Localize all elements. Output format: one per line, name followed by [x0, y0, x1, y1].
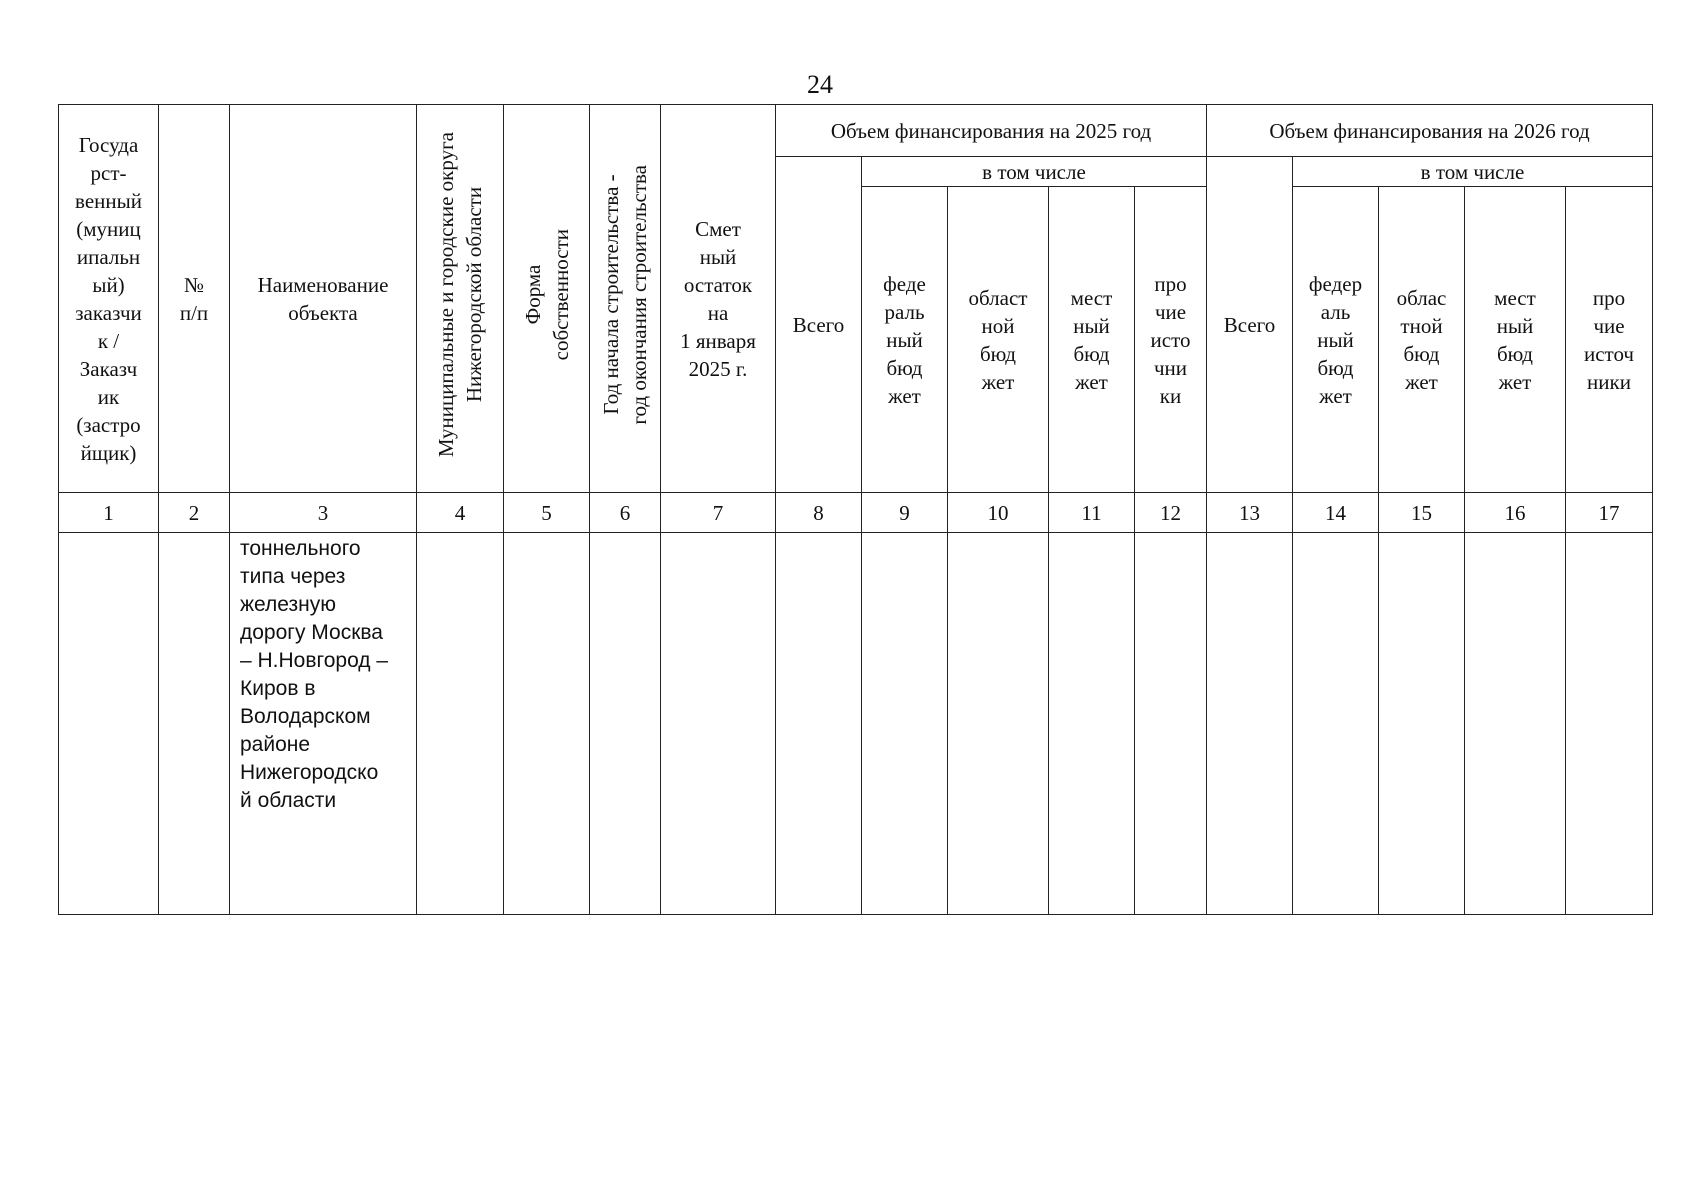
cell-federal-2026: [1293, 533, 1379, 915]
cell-total-2025: [776, 533, 862, 915]
cell-local-2025: [1049, 533, 1135, 915]
table-row: [59, 533, 1653, 915]
header-total-2025: Всего: [776, 157, 862, 493]
column-number-row: [59, 493, 1653, 533]
column-number: 6: [590, 493, 661, 533]
cell-object-name: тоннельного типа через железную дорогу Москва – Н.Новгород – Киров в Володарском районе Нижегородско й области: [230, 533, 417, 915]
header-including-2026: в том числе: [1293, 157, 1653, 187]
column-number: 9: [862, 493, 948, 533]
header-including-2025: в том числе: [862, 157, 1207, 187]
header-local-2025: мест ный бюд жет: [1049, 187, 1135, 493]
header-number: № п/п: [159, 105, 230, 493]
column-number: 12: [1135, 493, 1207, 533]
header-local-2026: мест ный бюд жет: [1465, 187, 1566, 493]
cell-other-2026: [1566, 533, 1653, 915]
column-number: 17: [1566, 493, 1653, 533]
header-other-2026: про чие источ ники: [1566, 187, 1653, 493]
cell-regional-2026: [1379, 533, 1465, 915]
header-estimated-remainder: Смет ный остаток на 1 января 2025 г.: [661, 105, 776, 493]
column-number: 1: [59, 493, 159, 533]
header-regional-2026: облас тной бюд жет: [1379, 187, 1465, 493]
column-number: 4: [417, 493, 504, 533]
cell-ownership: [504, 533, 590, 915]
cell-regional-2025: [948, 533, 1049, 915]
header-federal-2026: федер аль ный бюд жет: [1293, 187, 1379, 493]
cell-local-2026: [1465, 533, 1566, 915]
column-number: 11: [1049, 493, 1135, 533]
header-regional-2025: област ной бюд жет: [948, 187, 1049, 493]
header-construction-years: Год начала строительства - год окончания строительства: [590, 105, 661, 493]
column-number: 3: [230, 493, 417, 533]
cell-municipal: [417, 533, 504, 915]
header-object-name: Наименование объекта: [230, 105, 417, 493]
investment-table: [58, 104, 1653, 915]
column-number: 15: [1379, 493, 1465, 533]
header-municipal-districts: Муниципальные и городские округа Нижегородской области: [417, 105, 504, 493]
column-number: 13: [1207, 493, 1293, 533]
column-number: 14: [1293, 493, 1379, 533]
column-number: 2: [159, 493, 230, 533]
column-number: 8: [776, 493, 862, 533]
column-number: 7: [661, 493, 776, 533]
cell-customer: [59, 533, 159, 915]
cell-other-2025: [1135, 533, 1207, 915]
cell-remainder: [661, 533, 776, 915]
column-number: 10: [948, 493, 1049, 533]
cell-years: [590, 533, 661, 915]
header-funding-2026: Объем финансирования на 2026 год: [1207, 105, 1653, 157]
page-number: 24: [807, 70, 833, 99]
cell-total-2026: [1207, 533, 1293, 915]
header-row-1: [59, 105, 1653, 157]
cell-federal-2025: [862, 533, 948, 915]
column-number: 16: [1465, 493, 1566, 533]
header-total-2026: Всего: [1207, 157, 1293, 493]
header-funding-2025: Объем финансирования на 2025 год: [776, 105, 1207, 157]
header-federal-2025: феде раль ный бюд жет: [862, 187, 948, 493]
header-ownership-form: Форма собственности: [504, 105, 590, 493]
cell-number: [159, 533, 230, 915]
header-other-2025: про чие исто чни ки: [1135, 187, 1207, 493]
header-customer: Госуда рст- венный (муниц ипальн ый) заказчи к / Заказч ик (застро йщик): [59, 105, 159, 493]
column-number: 5: [504, 493, 590, 533]
